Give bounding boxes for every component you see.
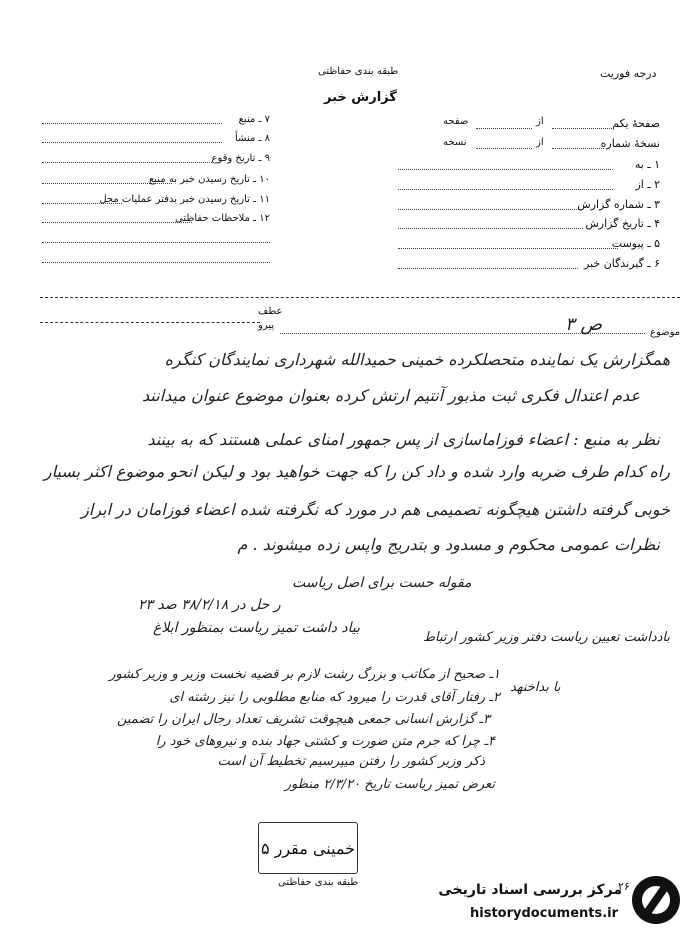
body-line-5: خوبی گرفته داشتن هیچگونه تصمیمی هم در مورد که نگرفته شده اعضاء فوزامان در ابراز (81, 500, 670, 519)
field-copy: نسخهٔ شماره (600, 137, 660, 150)
subject-side-top: عطف (258, 306, 283, 317)
header-divider (40, 297, 680, 298)
list-item-2: ۲ـ رفتار آقای قدرت را میرود که منابع مطلوبی را نیز رشته ای (169, 690, 500, 705)
field-recipients: ۶ ـ گیرندگان خبر (584, 257, 660, 270)
list-item-3: ۳ـ گزارش انسانی جمعی هیچوقت تشریف تعداد رجال ایران را تضمین (117, 712, 490, 727)
list-item-1: ۱ـ صحیح از مکاتب و بزرگ رشت لازم بر قضیه نخست وزیر و وزیر کشور (109, 667, 500, 682)
classification-top: طبقه بندی حفاظتی (318, 66, 399, 77)
field-page-from: از (536, 116, 544, 127)
field-copy-from: از (536, 137, 544, 148)
field-security-notes: ۱۲ ـ ملاحظات حفاظتی (175, 213, 270, 224)
list-item-4: ۴ـ چرا که جرم متن صورت و کشتی جهاد بنده و نیروهای خود را (155, 734, 495, 749)
body-line-7: مقوله حست برای اصل ریاست (292, 575, 472, 591)
field-event-date: ۹ ـ تاریخ وقوع (211, 153, 270, 164)
watermark-url: historydocuments.ir (470, 906, 619, 921)
field-page-unit: صفحه (443, 116, 469, 127)
body-line-1: همگزارش یک نماینده متحصلکرده خمینی حمیدالله شهرداری نمایندگان کنگره (164, 350, 670, 369)
subject-value: ص ۳ (565, 314, 603, 335)
stamp: خمینی مقرر ۵ (258, 822, 358, 874)
body-line-10: بادداشت تعیین ریاست دفتر وزیر کشور ارتباط (422, 630, 670, 645)
field-from: ۲ ـ از (635, 178, 660, 191)
side-note: با بداخنهد (510, 680, 561, 695)
closing-line-1: ذکر وزیر کشور را رفتن میپرسیم تخطیط آن است (217, 754, 485, 769)
body-line-6: نظرات عمومی محکوم و مسدود و بتدریج واپس زده میشوند . م (237, 535, 660, 554)
classification-bottom: طبقه بندی حفاظتی (278, 877, 359, 888)
field-copy-unit: نسخه (443, 137, 467, 148)
subject-divider (40, 322, 260, 323)
field-report-number: ۳ ـ شماره گزارش (577, 198, 660, 211)
document-title: گزارش خبر (324, 90, 397, 105)
priority-label: درجه فوریت (600, 67, 657, 80)
body-line-2: عدم اعتدال فکری ثبت مذبور آنتیم ارتش کرده بعنوان موضوع عنوان میدانند (142, 386, 640, 405)
archive-logo-icon (632, 876, 680, 924)
body-line-9: بیاد داشت تمیز ریاست بمنظور ابلاغ (153, 620, 360, 636)
body-line-3: نظر به منبع : اعضاء فوزاماسازی از پس جمهور امنای عملی هستند که به بینند (147, 430, 660, 449)
body-line-4: راه کدام طرف ضربه وارد شده و داد کن را که جهت خواهید بود و لیکن انحو موضوع اکثر بسیار (43, 462, 670, 481)
closing-line-2: تعرض تمیز ریاست تاریخ ۲/۳/۲۰ منظور (284, 777, 495, 792)
body-line-8: ر حل در ۳۸/۲/۱۸ صد ۲۳ (138, 597, 281, 613)
watermark-page-number: ۲۶ (618, 880, 630, 893)
watermark-name: مرکز بررسی اسناد تاریخی (438, 882, 622, 898)
subject-side-bottom: پیرو (258, 320, 275, 331)
subject-label: موضوع (650, 327, 681, 338)
field-to: ۱ ـ به (634, 158, 660, 171)
field-attachment: ۵ ـ پیوست (611, 237, 660, 250)
field-report-date: ۴ ـ تاریخ گزارش (585, 217, 660, 230)
field-received-source-date: ۱۰ ـ تاریخ رسیدن خبر به منبع (148, 174, 270, 185)
field-received-office-date: ۱۱ ـ تاریخ رسیدن خبر بدفتر عملیات محل (99, 194, 270, 205)
field-source: ۷ ـ منبع (238, 114, 270, 125)
field-page: صفحهٔ یکم (612, 117, 660, 130)
field-origin: ۸ ـ منشأ (234, 133, 270, 144)
